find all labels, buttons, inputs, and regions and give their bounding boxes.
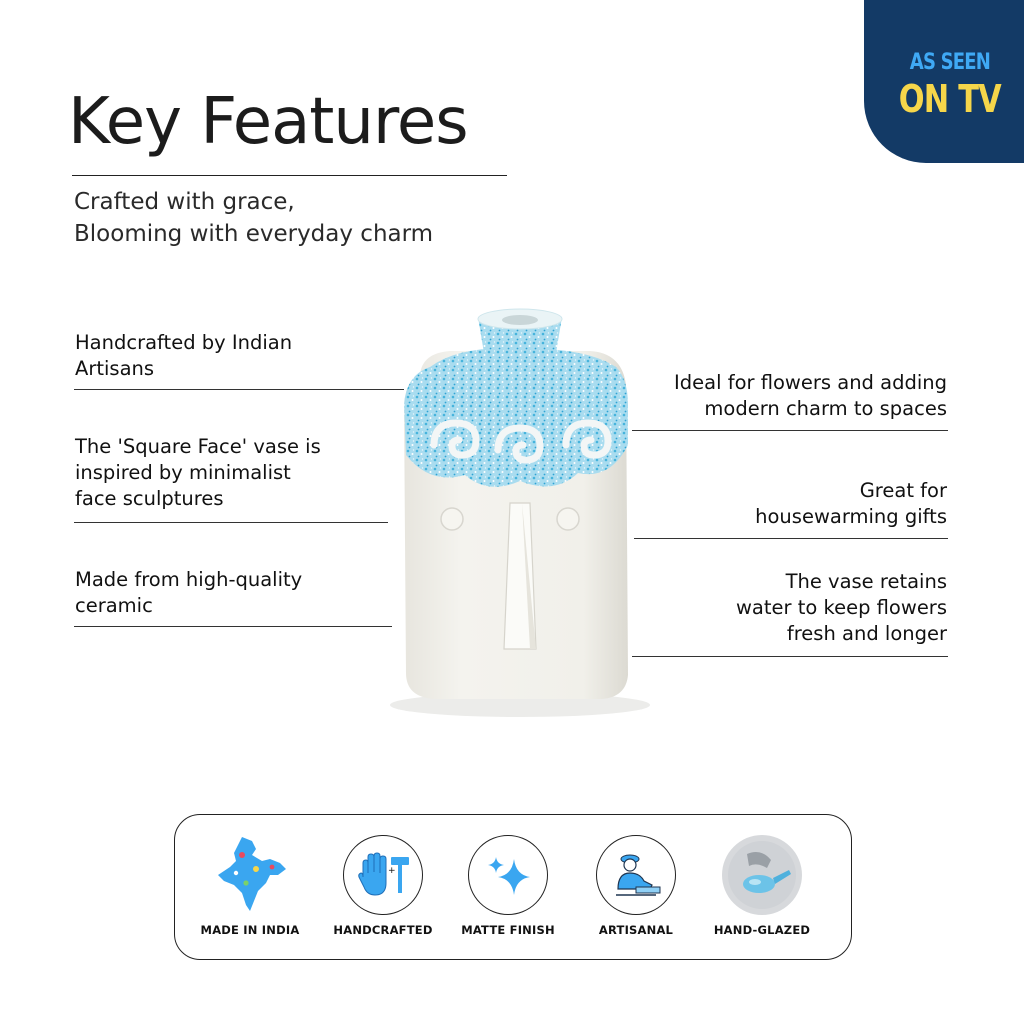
badge-line-1: AS SEEN	[909, 49, 991, 75]
badge-label: MADE IN INDIA	[200, 923, 300, 937]
vase-illustration	[370, 305, 670, 725]
feature-handcrafted-artisans	[75, 330, 292, 382]
feature-divider	[74, 626, 392, 627]
badge-made-in-india	[185, 835, 315, 937]
feature-text-line: Made from high-quality	[75, 568, 303, 591]
feature-text-line: ceramic	[75, 594, 153, 617]
badge-label: HAND-GLAZED	[713, 923, 811, 937]
feature-text-line: Artisans	[75, 357, 155, 380]
feature-divider	[632, 656, 948, 657]
product-badges-strip	[174, 814, 852, 960]
as-seen-on-tv-badge	[864, 0, 1024, 163]
feature-text-line: fresh and longer	[786, 622, 947, 645]
feature-text-line: Ideal for flowers and adding	[674, 371, 947, 394]
feature-housewarming-gifts	[755, 478, 947, 530]
badge-matte-finish	[443, 835, 573, 937]
badge-label: HANDCRAFTED	[333, 923, 433, 937]
hand-hammer-icon	[343, 835, 423, 915]
feature-text-line: inspired by minimalist	[75, 461, 291, 484]
badge-label: MATTE FINISH	[461, 923, 555, 937]
sparkle-icon	[468, 835, 548, 915]
badge-line-2: ON TV	[898, 76, 1002, 121]
feature-retains-water	[736, 569, 947, 647]
feature-text-line: The vase retains	[785, 570, 947, 593]
feature-divider	[74, 522, 388, 523]
feature-text-line: modern charm to spaces	[704, 397, 947, 420]
svg-text:+: +	[388, 866, 396, 876]
subtitle-line-1: Crafted with grace,	[74, 189, 295, 215]
feature-text-line: Handcrafted by Indian	[75, 331, 293, 354]
page-subtitle	[74, 186, 433, 250]
artisan-icon	[596, 835, 676, 915]
feature-divider	[632, 430, 948, 431]
feature-text-line: Great for	[859, 479, 947, 502]
badge-handcrafted	[318, 835, 448, 937]
feature-square-face-inspiration	[75, 434, 321, 512]
badge-artisanal	[571, 835, 701, 937]
feature-text-line: face sculptures	[75, 487, 224, 510]
page-title: Key Features	[68, 85, 468, 159]
feature-text-line: water to keep flowers	[735, 596, 947, 619]
india-map-icon	[210, 835, 290, 915]
feature-ideal-for-flowers	[674, 370, 947, 422]
glaze-brush-icon	[722, 835, 802, 915]
feature-text-line: housewarming gifts	[755, 505, 947, 528]
feature-divider	[634, 538, 948, 539]
badge-hand-glazed	[697, 835, 827, 937]
subtitle-line-2: Blooming with everyday charm	[74, 221, 434, 247]
feature-text-line: The 'Square Face' vase is	[75, 435, 321, 458]
title-divider	[72, 175, 507, 176]
badge-label: ARTISANAL	[598, 923, 674, 937]
feature-high-quality-ceramic	[75, 567, 302, 619]
feature-divider	[74, 389, 404, 390]
